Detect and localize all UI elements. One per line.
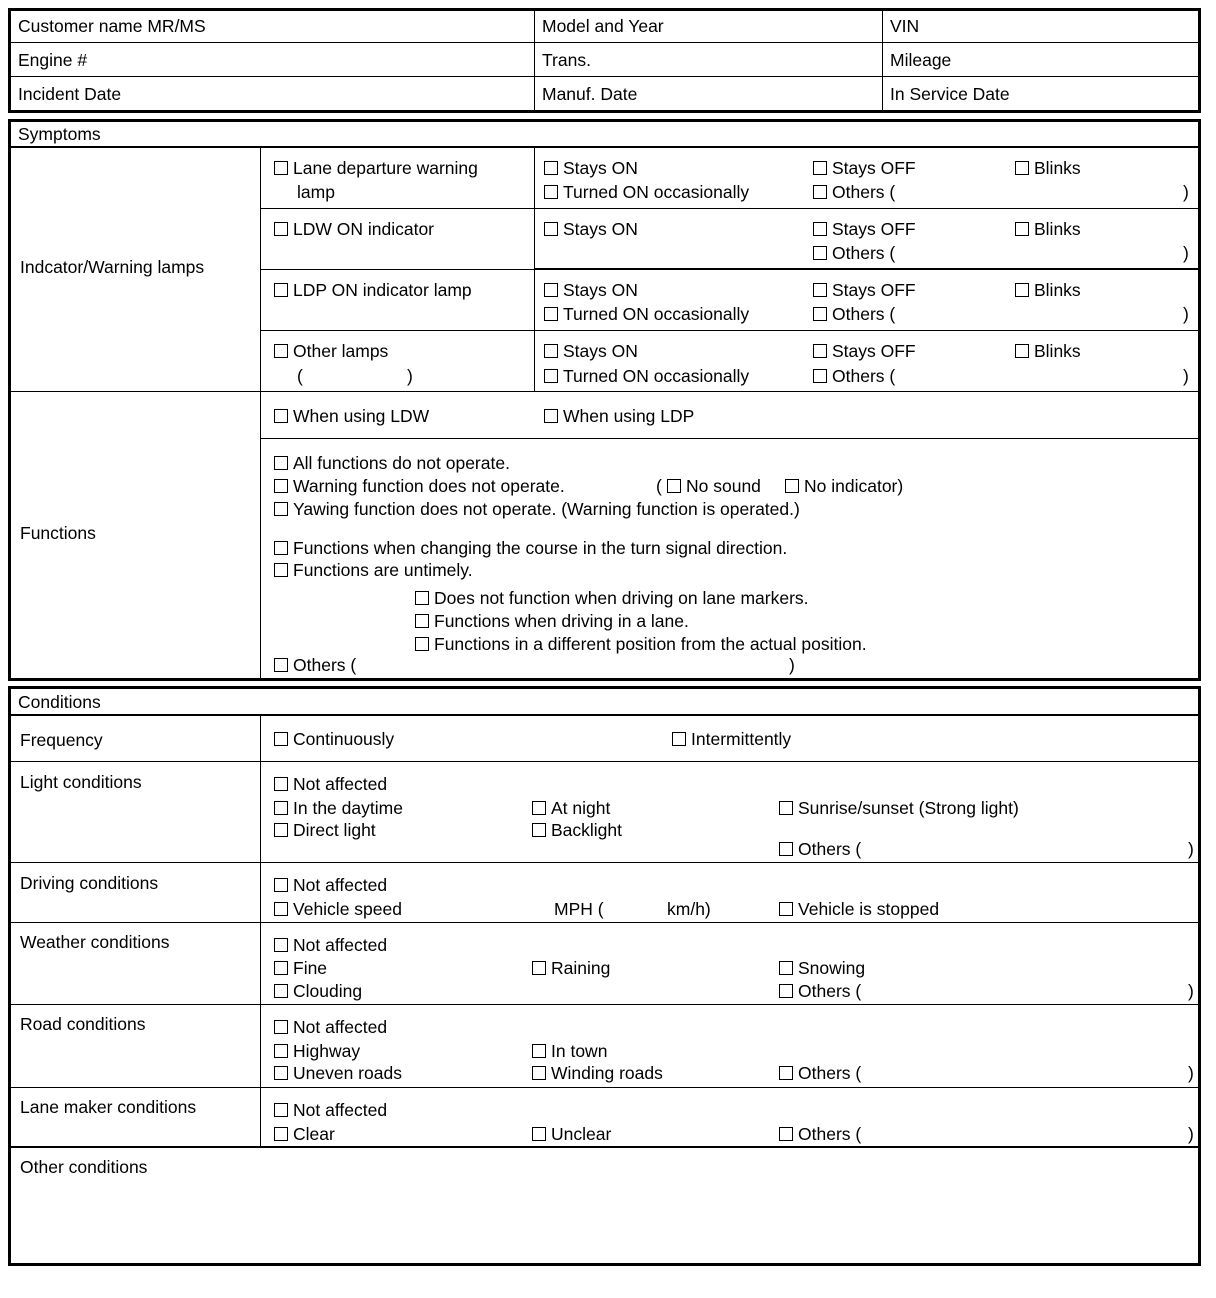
light-others-checkbox[interactable]: Others ( (779, 841, 861, 859)
ldp-turned-on-checkbox[interactable]: Turned ON occasionally (544, 306, 749, 324)
functions-label: Functions (20, 523, 96, 543)
checkbox-icon (544, 161, 558, 175)
continuously-checkbox[interactable]: Continuously (274, 731, 394, 749)
road-conditions-label: Road conditions (20, 1014, 146, 1034)
divider (260, 269, 535, 270)
other-lamps-checkbox[interactable]: Other lamps (274, 343, 388, 361)
divider (534, 268, 1199, 270)
checkbox-icon (544, 369, 558, 383)
checkbox-icon (274, 456, 288, 470)
checkbox-icon (779, 1066, 793, 1080)
lane-dep-stays-on-checkbox[interactable]: Stays ON (544, 160, 638, 178)
checkbox-icon (1015, 222, 1029, 236)
checkbox-icon (274, 409, 288, 423)
lane-dep-blinks-checkbox[interactable]: Blinks (1015, 160, 1081, 178)
paren-close: ) (1183, 304, 1189, 324)
divider (10, 761, 1199, 762)
checkbox-icon (274, 344, 288, 358)
vehicle-speed-checkbox[interactable]: Vehicle speed (274, 901, 402, 919)
fine-checkbox[interactable]: Fine (274, 960, 327, 978)
divider (10, 42, 1199, 43)
highway-checkbox[interactable]: Highway (274, 1043, 360, 1061)
checkbox-icon (813, 344, 827, 358)
engine-field[interactable]: Engine # (18, 50, 88, 70)
weather-others-checkbox[interactable]: Others ( (779, 983, 861, 1001)
checkbox-icon (274, 541, 288, 555)
lane-dep-others-checkbox[interactable]: Others ( (813, 184, 895, 202)
checkbox-icon (532, 801, 546, 815)
different-position-checkbox[interactable]: Functions in a different position from the actual position. (415, 636, 867, 654)
lane-dep-stays-off-checkbox[interactable]: Stays OFF (813, 160, 916, 178)
model-year-field[interactable]: Model and Year (542, 16, 664, 36)
checkbox-icon (415, 614, 429, 628)
driving-conditions-label: Driving conditions (20, 873, 159, 893)
checkbox-icon (274, 283, 288, 297)
divider (534, 10, 535, 111)
checkbox-icon (274, 801, 288, 815)
functions-others-checkbox[interactable]: Others ( (274, 657, 356, 675)
paren-close: ) (789, 655, 795, 675)
service-date-field[interactable]: In Service Date (890, 84, 1010, 104)
incident-date-field[interactable]: Incident Date (18, 84, 122, 104)
checkbox-icon (274, 938, 288, 952)
backlight-checkbox[interactable]: Backlight (532, 822, 622, 840)
checkbox-icon (532, 1066, 546, 1080)
unclear-checkbox[interactable]: Unclear (532, 1126, 611, 1144)
checkbox-icon (274, 961, 288, 975)
checkbox-icon (274, 1020, 288, 1034)
other-blinks-checkbox[interactable]: Blinks (1015, 343, 1081, 361)
checkbox-icon (779, 902, 793, 916)
checkbox-icon (274, 777, 288, 791)
lane-others-checkbox[interactable]: Others ( (779, 1126, 861, 1144)
checkbox-icon (274, 732, 288, 746)
divider (10, 922, 1199, 923)
frequency-label: Frequency (20, 730, 103, 750)
divider (260, 208, 1199, 209)
conditions-title: Conditions (18, 692, 101, 712)
direct-light-checkbox[interactable]: Direct light (274, 822, 376, 840)
weather-not-affected-checkbox[interactable]: Not affected (274, 937, 387, 955)
checkbox-icon (274, 502, 288, 516)
when-ldw-checkbox[interactable]: When using LDW (274, 408, 429, 426)
checkbox-icon (544, 222, 558, 236)
yawing-function-checkbox[interactable]: Yawing function does not operate. (Warning function is operated.) (274, 501, 800, 519)
ldw-stays-off-checkbox[interactable]: Stays OFF (813, 221, 916, 239)
checkbox-icon (813, 283, 827, 297)
checkbox-icon (274, 902, 288, 916)
lane-departure-lamp-checkbox[interactable]: Lane departure warning (274, 160, 478, 178)
checkbox-icon (544, 409, 558, 423)
symptoms-title: Symptoms (18, 124, 101, 144)
all-functions-checkbox[interactable]: All functions do not operate. (274, 455, 510, 473)
checkbox-icon (532, 823, 546, 837)
vehicle-stopped-checkbox[interactable]: Vehicle is stopped (779, 901, 939, 919)
checkbox-icon (813, 222, 827, 236)
winding-roads-checkbox[interactable]: Winding roads (532, 1065, 663, 1083)
no-indicator-checkbox[interactable]: No indicator) (785, 478, 903, 496)
checkbox-icon (274, 984, 288, 998)
checkbox-icon (779, 842, 793, 856)
intermittently-checkbox[interactable]: Intermittently (672, 731, 791, 749)
checkbox-icon (415, 637, 429, 651)
divider (10, 391, 1199, 392)
divider (260, 330, 1199, 331)
turn-signal-checkbox[interactable]: Functions when changing the course in the turn signal direction. (274, 540, 787, 558)
paren-close: ) (1188, 839, 1194, 859)
checkbox-icon (779, 984, 793, 998)
in-lane-checkbox[interactable]: Functions when driving in a lane. (415, 613, 689, 631)
ldw-others-checkbox[interactable]: Others ( (813, 245, 895, 263)
checkbox-icon (274, 1044, 288, 1058)
checkbox-icon (544, 307, 558, 321)
when-ldp-checkbox[interactable]: When using LDP (544, 408, 694, 426)
checkbox-icon (544, 283, 558, 297)
raining-checkbox[interactable]: Raining (532, 960, 610, 978)
checkbox-icon (813, 185, 827, 199)
checkbox-icon (274, 563, 288, 577)
sunrise-checkbox[interactable]: Sunrise/sunset (Strong light) (779, 800, 1019, 818)
warning-function-checkbox[interactable]: Warning function does not operate. (274, 478, 565, 496)
checkbox-icon (532, 1127, 546, 1141)
ldp-stays-off-checkbox[interactable]: Stays OFF (813, 282, 916, 300)
kmh-label: km/h) (667, 899, 711, 919)
checkbox-icon (274, 1127, 288, 1141)
checkbox-icon (544, 344, 558, 358)
checkbox-icon (672, 732, 686, 746)
paren-close: ) (1183, 366, 1189, 386)
paren-close: ) (1188, 981, 1194, 1001)
road-others-checkbox[interactable]: Others ( (779, 1065, 861, 1083)
ldp-stays-on-checkbox[interactable]: Stays ON (544, 282, 638, 300)
ldp-blinks-checkbox[interactable]: Blinks (1015, 282, 1081, 300)
checkbox-icon (532, 961, 546, 975)
divider (10, 76, 1199, 77)
checkbox-icon (274, 823, 288, 837)
paren-close: ) (407, 366, 413, 386)
no-sound-checkbox[interactable]: No sound (667, 478, 761, 496)
ldp-indicator-checkbox[interactable]: LDP ON indicator lamp (274, 282, 472, 300)
checkbox-icon (274, 1066, 288, 1080)
lane-dep-turned-on-checkbox[interactable]: Turned ON occasionally (544, 184, 749, 202)
divider (10, 714, 1199, 716)
other-stays-off-checkbox[interactable]: Stays OFF (813, 343, 916, 361)
checkbox-icon (813, 161, 827, 175)
clouding-checkbox[interactable]: Clouding (274, 983, 362, 1001)
paren-close: ) (1188, 1063, 1194, 1083)
paren-close: ) (1183, 243, 1189, 263)
in-town-checkbox[interactable]: In town (532, 1043, 607, 1061)
road-not-affected-checkbox[interactable]: Not affected (274, 1019, 387, 1037)
checkbox-icon (813, 369, 827, 383)
other-conditions-label: Other conditions (20, 1157, 148, 1177)
paren-open: ( (297, 366, 303, 386)
customer-name-field[interactable]: Customer name MR/MS (18, 16, 206, 36)
checkbox-icon (274, 161, 288, 175)
other-conditions-textarea[interactable] (12, 1180, 1197, 1262)
checkbox-icon (813, 246, 827, 260)
mileage-field[interactable]: Mileage (890, 50, 952, 70)
divider (10, 1087, 1199, 1088)
no-lane-markers-checkbox[interactable]: Does not function when driving on lane markers. (415, 590, 809, 608)
uneven-roads-checkbox[interactable]: Uneven roads (274, 1065, 402, 1083)
checkbox-icon (274, 479, 288, 493)
checkbox-icon (1015, 161, 1029, 175)
ldw-blinks-checkbox[interactable]: Blinks (1015, 221, 1081, 239)
mph-label: MPH ( (554, 899, 604, 919)
light-conditions-label: Light conditions (20, 772, 142, 792)
checkbox-icon (785, 479, 799, 493)
vin-field[interactable]: VIN (890, 16, 920, 36)
clear-checkbox[interactable]: Clear (274, 1126, 335, 1144)
checkbox-icon (274, 658, 288, 672)
divider (10, 1146, 1199, 1148)
divider (260, 438, 1199, 439)
checkbox-icon (667, 479, 681, 493)
manuf-date-field[interactable]: Manuf. Date (542, 84, 638, 104)
checkbox-icon (779, 801, 793, 815)
checkbox-icon (544, 185, 558, 199)
ldp-others-checkbox[interactable]: Others ( (813, 306, 895, 324)
divider (10, 862, 1199, 863)
divider (260, 716, 261, 1146)
checkbox-icon (1015, 344, 1029, 358)
light-not-affected-checkbox[interactable]: Not affected (274, 776, 387, 794)
night-checkbox[interactable]: At night (532, 800, 610, 818)
paren-close: ) (1183, 182, 1189, 202)
divider (260, 148, 261, 679)
checkbox-icon (274, 222, 288, 236)
lane-departure-lamp-label-2: lamp (297, 182, 335, 202)
trans-field[interactable]: Trans. (542, 50, 591, 70)
untimely-checkbox[interactable]: Functions are untimely. (274, 562, 473, 580)
ldw-stays-on-checkbox[interactable]: Stays ON (544, 221, 638, 239)
checkbox-icon (532, 1044, 546, 1058)
checkbox-icon (274, 1103, 288, 1117)
paren-close: ) (1188, 1124, 1194, 1144)
divider (10, 146, 1199, 148)
driving-not-affected-checkbox[interactable]: Not affected (274, 877, 387, 895)
checkbox-icon (1015, 283, 1029, 297)
lane-marker-conditions-label: Lane maker conditions (20, 1097, 197, 1117)
other-others-checkbox[interactable]: Others ( (813, 368, 895, 386)
other-turned-on-checkbox[interactable]: Turned ON occasionally (544, 368, 749, 386)
divider (882, 10, 883, 111)
checkbox-icon (813, 307, 827, 321)
checkbox-icon (415, 591, 429, 605)
daytime-checkbox[interactable]: In the daytime (274, 800, 403, 818)
lane-not-affected-checkbox[interactable]: Not affected (274, 1102, 387, 1120)
paren-open: ( (656, 476, 662, 496)
divider (10, 1004, 1199, 1005)
indicator-lamps-label: Indcator/Warning lamps (20, 257, 205, 277)
weather-conditions-label: Weather conditions (20, 932, 170, 952)
checkbox-icon (779, 1127, 793, 1141)
checkbox-icon (779, 961, 793, 975)
ldw-indicator-checkbox[interactable]: LDW ON indicator (274, 221, 434, 239)
checkbox-icon (274, 878, 288, 892)
snowing-checkbox[interactable]: Snowing (779, 960, 865, 978)
other-stays-on-checkbox[interactable]: Stays ON (544, 343, 638, 361)
